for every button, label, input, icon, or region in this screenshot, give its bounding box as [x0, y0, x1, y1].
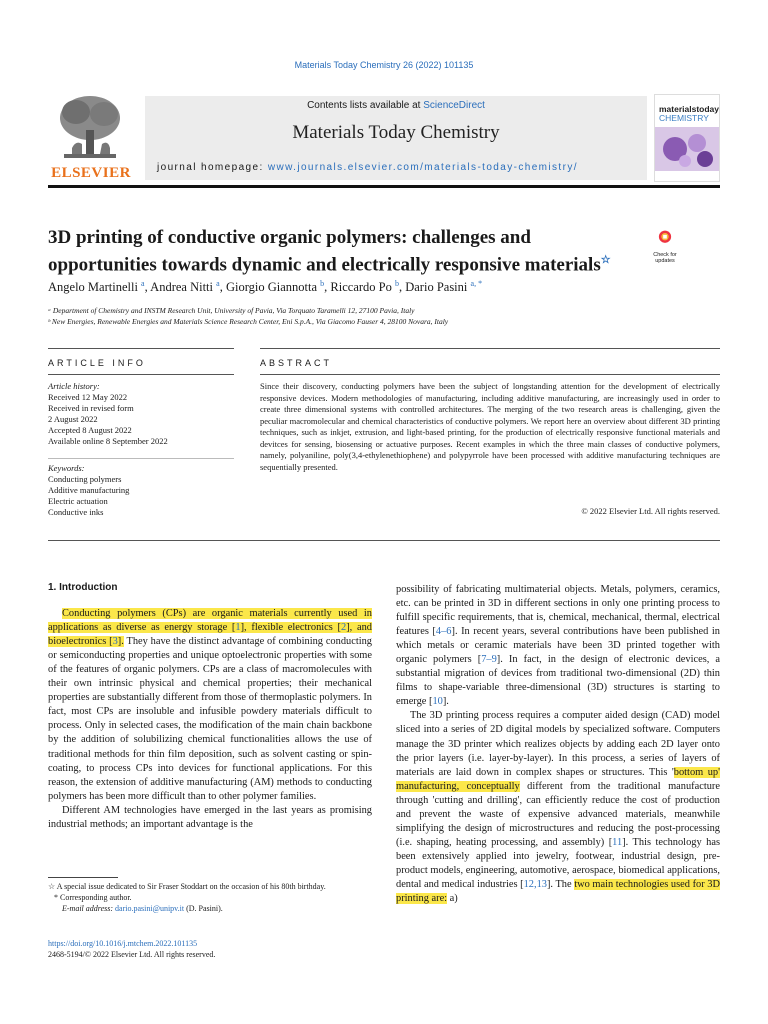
masthead-divider [48, 185, 720, 188]
homepage-label: journal homepage: [157, 162, 268, 173]
elsevier-tree-icon [54, 92, 126, 164]
homepage-link[interactable]: www.journals.elsevier.com/materials-today-chemistry/ [267, 162, 578, 173]
crossmark-icon[interactable] [647, 230, 683, 252]
reference-link[interactable]: 11 [612, 836, 623, 848]
keywords-label: Keywords: [48, 463, 85, 473]
paragraph-text: They have the distinct advantage of combining conducting or semiconducting properties and unique optoelectronic properties with some of the features of organic polymers. CPs are a class of macromolecules with their own intrinsic physical and chemical properties; their mechanical properties are substantially different from those of thermoplastic polymers. In fact, most CPs are insoluble and infusible powdery materials difficult to process. Only in selected cases, the modification of the main chain backbone by the addition of solubilizing chemical functionalities allows the use of traditional methods for thin film deposition, such as solvent casting or spin-coating, to process CPs into devices for functional applications. For this reason, the extension of additive manufacturing (AM) methods to conducting polymers has been more difficult than to other polymer families. [48, 636, 372, 802]
keywords-rule [48, 458, 234, 459]
reference-link[interactable]: 4–6 [435, 626, 452, 638]
article-title-text: 3D printing of conductive organic polymers: challenges and opportunities towards dynamic and electrically responsive materials [48, 227, 601, 276]
intro-paragraph-1 [48, 607, 372, 804]
keyword[interactable]: Conductive inks [48, 507, 104, 517]
abstract-text: Since their discovery, conducting polymers have been the subject of longstanding attention for the development of electrically responsive devices. Modern methodologies of manufacturing, including additive manufacturing, are increasingly used in order to create three dimensional systems with controlled architectures. The merging of the two research areas is challenging, given the peculiar macromolecular and chemical characteristics of conductive polymers. We report here an overview about different 3D printing techniques, such as inkjet, extrusion, and light-based printing, for the production of electrically responsive functional materials and devitces for sensing, biosensing or actuative purposes. Recent examples in which the three main classes of conductive polymers, namely, polyaniline, poly(3,4-ethylenethiophene) and polypyrrole have been processed with additive manufacturing techniques are sequentially presented. [260, 381, 720, 472]
highlight: bottom up' manufacturing, conceptually [396, 766, 720, 792]
history-item: Received in revised form [48, 403, 134, 413]
sciencedirect-link[interactable]: ScienceDirect [423, 100, 485, 111]
article-info-top-rule [48, 348, 234, 349]
paragraph-text: ]. [442, 696, 449, 708]
abstract-heading: ABSTRACT [260, 358, 333, 368]
author-name[interactable]: Giorgio Giannotta [225, 280, 318, 295]
author-name[interactable]: Riccardo Po [330, 280, 392, 295]
paragraph-text: different from the traditional manufacture through 'cutting and drilling', can efficiently reduce the cost of production and prevent the waste of expensive advanced materials, meanwhile simplifying the design of microstructures and reducing the post-processing (i.e. shaping, heating processing, and assembly) [ [396, 780, 720, 848]
cover-brand-line1: materialstoday [659, 104, 719, 114]
paragraph-text: ]. In fact, in the design of electronic devices, a substantial migration of devices from traditional two-dimensional (2D) thin films to shape-variable three-dimensional (3D) structures is starting to emerge [ [396, 654, 720, 708]
front-matter-bottom-rule [48, 540, 720, 541]
history-item: Available online 8 September 2022 [48, 436, 168, 446]
journal-cover-thumbnail[interactable] [654, 94, 720, 182]
article-title [48, 226, 628, 276]
footnote-special-issue: ☆ A special issue dedicated to Sir Fraser Stoddart on the occasion of his 80th birthday. [48, 882, 326, 891]
history-label: Article history: [48, 381, 100, 391]
affiliation-a: ᵃ Department of Chemistry and INSTM Research Unit, University of Pavia, Via Torquato Taramelli 12, 27100 Pavia, Italy [48, 306, 415, 315]
reference-link[interactable]: 7–9 [481, 654, 497, 666]
footnotes [48, 881, 372, 914]
title-footnote-mark[interactable]: ☆ [600, 254, 611, 266]
footnote-email [48, 903, 372, 914]
abstract-top-rule [260, 348, 720, 349]
reference-link[interactable]: 2 [340, 622, 347, 634]
intro-paragraph-4 [396, 709, 720, 906]
footnote-rule [48, 877, 118, 878]
email-link[interactable]: dario.pasini@unipv.it [115, 904, 185, 913]
author-affiliation-mark[interactable]: a [216, 279, 220, 288]
section-heading-introduction: 1. Introduction [48, 582, 118, 593]
paragraph-text: The 3D printing process requires a computer aided design (CAD) model sliced into a series of 2D digital models by specialized software. Computers manage the 3D printer which realizes objects by adding each 2D layer onto the prior layers (i.e. layer-by-layer). In this process, a series of layers of materials are laid down in complex shapes or structures. This ' [396, 710, 720, 778]
article-info-heading: ARTICLE INFO [48, 358, 146, 368]
article-info-mid-rule [48, 374, 234, 375]
keyword[interactable]: Additive manufacturing [48, 485, 130, 495]
history-item: Accepted 8 August 2022 [48, 425, 132, 435]
cover-brand-line2: CHEMISTRY [659, 113, 709, 123]
footnote-corresponding: * Corresponding author. [54, 893, 132, 902]
highlight: ], and bioelectronics [ [48, 622, 372, 648]
email-label: E-mail address: [62, 904, 116, 913]
highlight: ]. [117, 636, 124, 648]
paragraph-text: possibility of fabricating multimaterial objects. Metals, polymers, ceramics, etc. can be printed in 3D in different sections in only one printing process to fulfill specific requirements, that is, chemical, mechanical, thermal, electrical features [ [396, 584, 720, 638]
reference-link[interactable]: 10 [432, 696, 443, 708]
journal-citation-link[interactable]: Materials Today Chemistry 26 (2022) 101135 [294, 60, 474, 70]
keywords-block [48, 463, 129, 518]
reference-link[interactable]: 3 [112, 636, 118, 648]
abstract-mid-rule [260, 374, 720, 375]
abstract-copyright: © 2022 Elsevier Ltd. All rights reserved. [581, 506, 720, 516]
cover-artwork-icon [655, 127, 720, 171]
homepage-line [157, 162, 578, 173]
highlight: Conducting polymers (CPs) are organic materials currently used in applications as diverse as energy storage [ [48, 608, 372, 634]
journal-masthead [48, 88, 720, 184]
author-name[interactable]: Angelo Martinelli [48, 280, 138, 295]
author-affiliation-mark[interactable]: a [141, 279, 145, 288]
elsevier-logo [48, 92, 134, 182]
author-affiliation-mark[interactable]: b [394, 279, 399, 288]
author-list: Angelo Martinelli $^a$, Andrea Nitti $^a$, Giorgio Giannotta $^b$, Riccardo Po $^b$, Dario Pasini $^{a, *}$ [48, 279, 483, 295]
reference-link[interactable]: 12,13 [523, 878, 547, 890]
elsevier-wordmark: ELSEVIER [51, 165, 131, 181]
doi-link[interactable]: https://doi.org/10.1016/j.mtchem.2022.101135 [48, 939, 198, 948]
crossmark-label[interactable]: Check for updates [653, 252, 677, 264]
cover-brand [659, 105, 719, 123]
paragraph-text: ]. In recent years, several contributions have been published in which metals or ceramic materials have been 3D printed together with organic polymers [ [396, 626, 720, 666]
masthead-banner [145, 96, 647, 180]
highlight: ], flexible electronics [ [240, 622, 341, 634]
history-item: 2 August 2022 [48, 414, 98, 424]
author-name[interactable]: Dario Pasini [405, 280, 468, 295]
affiliation-b: ᵇ New Energies, Renewable Energies and Materials Science Research Center, Eni S.p.A., Via Giacomo Fauser 4, 28100 Novara, Italy [48, 317, 449, 326]
journal-title: Materials Today Chemistry [292, 122, 500, 143]
intro-paragraph-2: Different AM technologies have emerged in the last years as promising industrial methods; an important advantage is the [48, 804, 372, 830]
issn-line: 2468-5194/© 2022 Elsevier Ltd. All rights reserved. [48, 950, 216, 959]
contents-line [145, 100, 647, 111]
author-name[interactable]: Andrea Nitti [150, 280, 214, 295]
keyword[interactable]: Conducting polymers [48, 474, 122, 484]
body-column-right [396, 583, 720, 906]
doi-block [48, 938, 215, 960]
intro-paragraph-3 [396, 583, 720, 709]
highlight: two main technologies used for 3D printing are: [396, 878, 720, 905]
paragraph-text: a) [447, 893, 458, 905]
article-history [48, 381, 168, 447]
paragraph-text: ]. The [546, 878, 575, 890]
paragraph-text: ]. This technology has been extensively applied into jewelry, footwear, industrial design, pre-product models, engineering, automotive, aerospace, biomedical applications, dental and medical industries [ [396, 836, 720, 890]
email-suffix: (D. Pasini). [184, 904, 223, 913]
author-affiliation-mark[interactable]: a, * [470, 279, 483, 288]
history-item: Received 12 May 2022 [48, 392, 128, 402]
body-column-left [48, 581, 372, 832]
keyword[interactable]: Electric actuation [48, 496, 108, 506]
contents-prefix: Contents lists available at [307, 100, 424, 111]
reference-link[interactable]: 1 [235, 622, 241, 634]
author-affiliation-mark[interactable]: b [320, 279, 325, 288]
